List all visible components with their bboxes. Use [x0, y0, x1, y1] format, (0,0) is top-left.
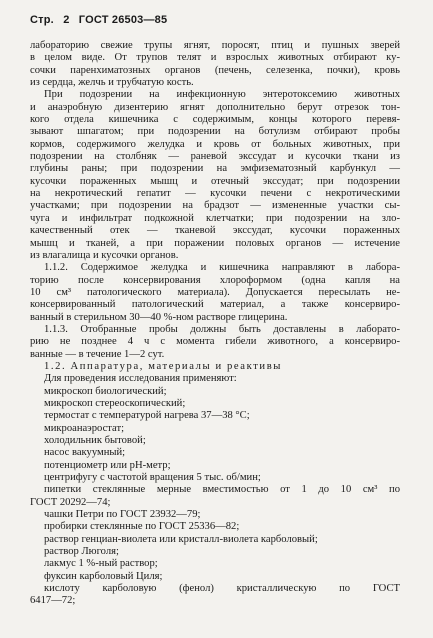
list-item: холодильник бытовой;: [44, 435, 146, 446]
list-item: микроскоп стереоскопический;: [44, 397, 186, 409]
text-line: ванный в стерильном 30—40 %-ном растворе глицерина.: [30, 311, 288, 323]
list-item: микроанаэростат;: [44, 422, 125, 434]
list-item: термостат с температурой нагрева 37—38 °С;: [44, 410, 250, 422]
text-line: в целом виде. От трупов телят и взрослых животных отбирают ку-: [30, 52, 400, 64]
text-line: сочки паренхиматозных органов (печень, селезенка, почки), кровь: [30, 64, 400, 76]
list-item: раствор Люголя;: [44, 546, 119, 558]
text-line: из сердца, желчь и трубчатую кость.: [30, 77, 194, 89]
text-line: торию после консервирования хлороформом (одна капля на: [30, 274, 400, 286]
text-line: чуга и инфильтрат подкожной клетчатки; при подозрении на зло-: [30, 212, 400, 224]
text-line: консервированный патологический материал, а также консервиро-: [30, 299, 400, 311]
page-label: Стр.: [30, 14, 54, 26]
list-item: насос вакуумный;: [44, 447, 126, 459]
text-line: зывают шпагатом; при подозрении на ботулизм отбирают пробы: [30, 126, 400, 138]
document-body: [30, 40, 400, 608]
list-item: чашки Петри по ГОСТ 23932—79;: [44, 509, 201, 521]
list-item: пробирки стеклянные по ГОСТ 25336—82;: [44, 521, 240, 533]
text-line: лабораторию свежие трупы ягнят, поросят, птиц и пушных зверей: [30, 40, 400, 51]
text-line: из влагалища и кусочки органов.: [30, 249, 179, 261]
text-line: При подозрении на инфекционную энтеротоксемию животных: [44, 89, 400, 101]
list-item: раствор генциан-виолета или кристалл-виолета карболовый;: [44, 533, 318, 545]
text-line: подозрении на столбняк — раневой экссудат и кусочки ткани из: [30, 151, 400, 163]
text-line: кормов, содержимого желудка и кровь от больных животных, при: [30, 138, 400, 150]
list-item: потенциометр или рН-метр;: [44, 459, 171, 471]
text-line: мышц и тканей, а при поражении половых органов — истечение: [30, 237, 400, 249]
list-item: пипетки стеклянные мерные вместимостью от 1 до 10 см³ по: [44, 484, 400, 496]
text-line: качественный отек — тканевой экссудат, кусочки пораженных: [30, 225, 400, 237]
list-item-continuation: ГОСТ 20292—74;: [30, 496, 111, 508]
list-item: кислоту карболовую (фенол) кристаллическую по ГОСТ: [44, 583, 400, 595]
list-item-continuation: 6417—72;: [30, 595, 76, 607]
list-item: лакмус 1 %-ный раствор;: [44, 558, 158, 570]
page-header: [30, 14, 173, 26]
page-number: 2: [63, 14, 70, 26]
text-line: на некротический гепатит — кусочки печени с некротическими: [30, 188, 400, 200]
text-line: и анаэробную дизентерию ягнят дополнительно берут отрезок тон-: [30, 101, 400, 113]
list-item: микроскоп биологический;: [44, 385, 167, 397]
text-line: Для проведения исследования применяют:: [44, 373, 237, 385]
text-line: 10 см³ патологического материала). Допускается пересылать не-: [30, 286, 400, 298]
text-line: ванные — в течение 1—2 сут.: [30, 348, 165, 360]
section-heading: 1.2. Аппаратура, материалы и реактивы: [44, 360, 283, 372]
text-line: кого отдела кишечника с содержимым, концы которого перевя-: [30, 114, 400, 126]
text-line: рию не позднее 4 ч с момента гибели животного, а консервиро-: [30, 336, 400, 348]
text-line: 1.1.2. Содержимое желудка и кишечника направляют в лабора-: [44, 262, 400, 274]
text-line: 1.1.3. Отобранные пробы должны быть доставлены в лаборато-: [44, 323, 400, 335]
text-line: кусочки пораженных мышц и отечный экссудат; при подозрении: [30, 175, 400, 187]
text-line: глубины раны; при подозрении на эмфизематозный карбункул —: [30, 163, 400, 175]
text-line: участками; при подозрении на брадзот — измененные участки сы-: [30, 200, 400, 212]
list-item: центрифугу с частотой вращения 5 тыс. об/мин;: [44, 472, 261, 484]
standard-code: ГОСТ 26503—85: [78, 14, 168, 26]
list-item: фуксин карболовый Циля;: [44, 570, 163, 582]
